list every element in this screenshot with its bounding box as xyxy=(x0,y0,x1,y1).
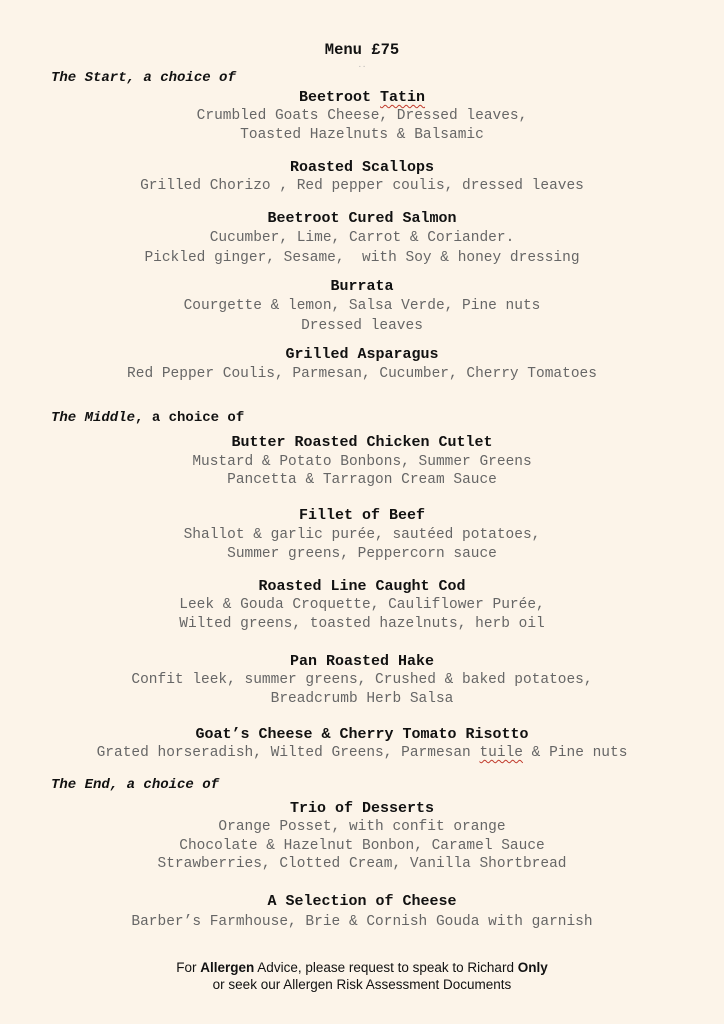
dish-desc xyxy=(0,745,724,761)
section-heading-rest: , a choice of xyxy=(135,410,245,426)
dish-desc: Mustard & Potato Bonbons, Summer Greens xyxy=(192,454,532,470)
allergen-text-bold: Allergen xyxy=(200,960,255,975)
dish-name: A Selection of Cheese xyxy=(267,893,457,910)
dish-name: Burrata xyxy=(330,278,394,295)
dish-desc: Red Pepper Coulis, Parmesan, Cucumber, Cherry Tomatoes xyxy=(127,366,597,382)
dish-desc: Barber’s Farmhouse, Brie & Cornish Gouda with garnish xyxy=(131,914,593,930)
dish-desc: Strawberries, Clotted Cream, Vanilla Shortbread xyxy=(157,856,567,872)
section-heading-rest: , a choice of xyxy=(126,70,236,86)
dish-desc-part: Grated horseradish, Wilted Greens, Parmesan xyxy=(96,745,480,761)
dish-name xyxy=(0,89,724,106)
dish-name: Goat’s Cheese & Cherry Tomato Risotto xyxy=(195,726,529,743)
dish-desc: Dressed leaves xyxy=(301,318,423,334)
allergen-notice-line2: or seek our Allergen Risk Assessment Documents xyxy=(212,977,512,992)
dish-name: Pan Roasted Hake xyxy=(289,653,435,670)
dish-name: Grilled Asparagus xyxy=(285,346,439,363)
section-heading-italic: The Middle xyxy=(51,410,136,426)
dish-desc: Cucumber, Lime, Carrot & Coriander. xyxy=(209,230,515,246)
dish-desc: Shallot & garlic purée, sautéed potatoes, xyxy=(183,527,541,543)
dish-desc: Chocolate & Hazelnut Bonbon, Caramel Sauce xyxy=(179,838,545,854)
section-heading-italic: The Start xyxy=(51,70,127,86)
dish-desc: Pickled ginger, Sesame, with Soy & honey dressing xyxy=(144,250,580,266)
title-divider: .. xyxy=(357,62,367,70)
dish-name: Roasted Scallops xyxy=(289,159,435,176)
dish-desc: Confit leek, summer greens, Crushed & baked potatoes, xyxy=(131,672,593,688)
dish-desc: Leek & Gouda Croquette, Cauliflower Purée, xyxy=(179,597,545,613)
dish-name: Fillet of Beef xyxy=(298,507,426,524)
allergen-text: For xyxy=(176,960,201,975)
dish-desc: Crumbled Goats Cheese, Dressed leaves, xyxy=(196,108,528,124)
section-heading-start xyxy=(51,70,236,86)
dish-name-part: Beetroot xyxy=(298,89,380,106)
dish-desc: Wilted greens, toasted hazelnuts, herb oil xyxy=(179,616,545,632)
dish-desc: Toasted Hazelnuts & Balsamic xyxy=(240,127,484,143)
dish-name: Butter Roasted Chicken Cutlet xyxy=(231,434,493,451)
dish-desc: Orange Posset, with confit orange xyxy=(218,819,506,835)
menu-title: Menu £75 xyxy=(324,41,400,59)
section-heading-rest: , a choice of xyxy=(109,777,220,793)
section-heading-end xyxy=(51,777,219,793)
dish-desc: Breadcrumb Herb Salsa xyxy=(270,691,454,707)
section-heading-italic: The End xyxy=(51,777,110,793)
dish-desc: Grilled Chorizo , Red pepper coulis, dressed leaves xyxy=(140,178,584,194)
dish-name: Roasted Line Caught Cod xyxy=(258,578,466,595)
dish-name: Beetroot Cured Salmon xyxy=(267,210,457,227)
allergen-text: Advice, please request to speak to Richard xyxy=(254,960,518,975)
allergen-notice xyxy=(0,960,724,975)
dish-desc: Summer greens, Peppercorn sauce xyxy=(227,546,497,562)
allergen-text-bold: Only xyxy=(517,960,548,975)
dish-desc-part: & Pine nuts xyxy=(522,745,628,761)
dish-desc: Pancetta & Tarragon Cream Sauce xyxy=(227,472,497,488)
section-heading-middle xyxy=(51,410,244,426)
spellcheck-word: Tatin xyxy=(380,89,426,106)
spellcheck-word: tuile xyxy=(479,745,523,761)
dish-desc: Courgette & lemon, Salsa Verde, Pine nuts xyxy=(183,298,541,314)
dish-name: Trio of Desserts xyxy=(289,800,435,817)
